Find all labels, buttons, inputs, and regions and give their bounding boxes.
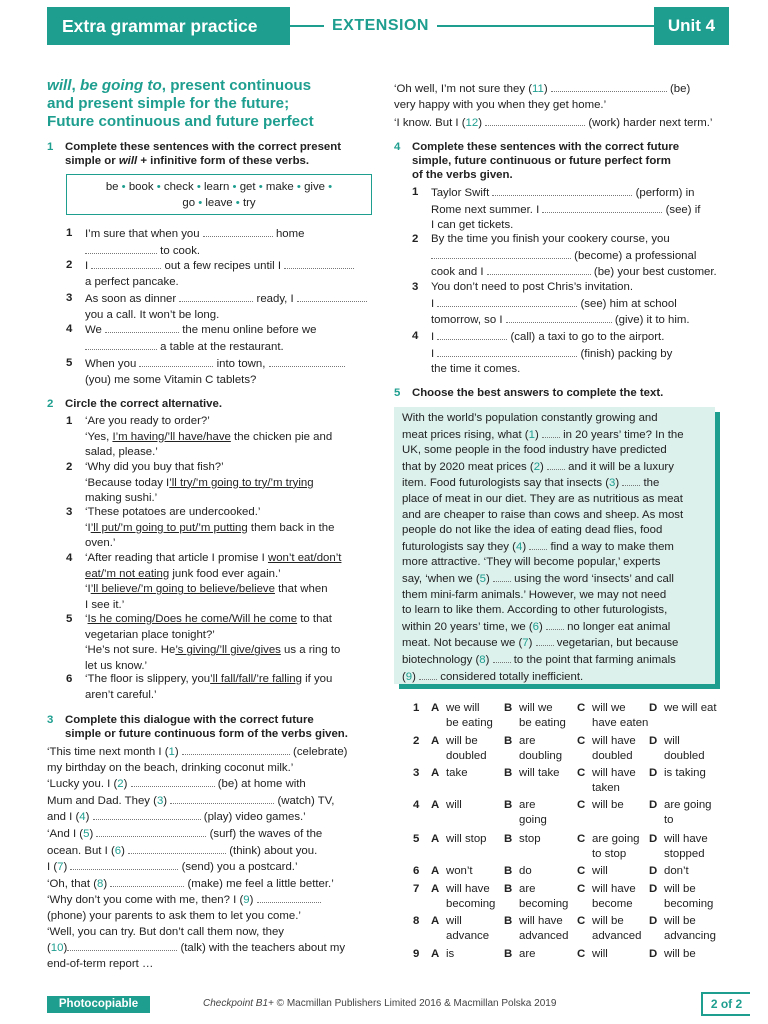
option-text: doubled <box>664 749 705 762</box>
option-text: are <box>519 735 536 747</box>
option-text: will take <box>519 767 560 779</box>
option-text: advanced <box>592 929 642 942</box>
alternatives[interactable]: Is he coming/Does he come/Will he come <box>87 613 298 625</box>
option-letter: D <box>649 865 658 877</box>
answer-option-d[interactable] <box>664 947 734 962</box>
option-text: are <box>519 948 536 960</box>
blank[interactable] <box>542 202 662 213</box>
dialogue-line: ‘This time next month I (1) (celebrate) <box>47 746 348 758</box>
alternatives[interactable]: ’ll believe/’m going to believe/believe <box>90 583 275 596</box>
option-text: will <box>664 735 680 747</box>
option-letter: D <box>649 702 658 714</box>
blank[interactable] <box>529 539 547 550</box>
blank[interactable] <box>91 258 161 269</box>
dialogue-line: my birthday on the beach, drinking coconut milk.’ <box>47 761 294 774</box>
option-text: becoming <box>664 897 714 910</box>
answer-option-d[interactable] <box>664 882 734 911</box>
option-letter: C <box>577 735 586 747</box>
option-text: advancing <box>664 929 716 942</box>
option-letter: A <box>431 865 440 877</box>
blank[interactable] <box>110 876 184 887</box>
option-text: will have <box>664 833 708 845</box>
option-text: are <box>519 883 536 895</box>
option-letter: B <box>504 799 513 811</box>
blank[interactable] <box>85 243 157 254</box>
option-letter: B <box>504 767 513 779</box>
option-text: will <box>446 915 462 927</box>
blank[interactable] <box>431 248 571 259</box>
dialogue-line: (phone) your parents to ask them to let you come.’ <box>47 909 301 922</box>
option-text: will stop <box>446 833 487 845</box>
answer-option-d[interactable] <box>664 701 734 716</box>
option-text: will have <box>519 915 563 927</box>
option-letter: C <box>577 702 586 714</box>
dialogue-line: I (7) (send) you a postcard.’ <box>47 861 298 874</box>
option-letter: D <box>649 948 658 960</box>
page-number: 2 of 2 <box>701 992 750 1016</box>
blank[interactable] <box>269 356 345 367</box>
blank[interactable] <box>139 356 213 367</box>
blank[interactable] <box>257 892 321 903</box>
option-text: stopped <box>664 847 705 860</box>
option-text: will be <box>664 915 696 927</box>
option-letter: D <box>649 915 658 927</box>
header-rule <box>290 25 324 27</box>
reading-text: With the world’s population constantly growing and meat prices rising, what (1) in 20 years’ time? In the UK, some people in the food industry have predicted that by 2020 meat prices (2) and it will be a luxury item. Food futurologists say that insects (3) the place of meat in our diet. They are as nutritious as meat and are cheaper to raise than cows and sheep. As most people do not like the idea of eating dead flies, food futurologists say they (4) find a way to make them more attractive. ‘They will become popular,’ experts say, ‘when we (5) using the word ‘insects’ and call them mini-farm animals.’ However, we may not need to learn to like them. According to other futurologists, within 20 years’ time, we (6) no longer eat animal meat. Not because we (7) vegetarian, but because biotechnology (8) to the point that farming animals (9) considered totally inefficient. <box>394 407 715 684</box>
blank[interactable] <box>179 291 253 302</box>
answer-number: 9 <box>413 948 420 960</box>
answer-option-d[interactable] <box>664 798 734 827</box>
option-letter: B <box>504 833 513 845</box>
blank[interactable] <box>437 296 577 307</box>
alternatives[interactable]: won’t eat/don’t <box>267 552 342 564</box>
option-letter: C <box>577 833 586 845</box>
alternatives[interactable]: ’ll put/’m going to put/’m putting <box>90 521 248 534</box>
blank[interactable] <box>437 346 577 357</box>
answer-number: 8 <box>413 915 420 927</box>
option-text: will have <box>446 883 490 895</box>
option-letter: C <box>577 865 586 877</box>
photocopiable-badge: Photocopiable <box>47 996 150 1013</box>
option-letter: A <box>431 948 440 960</box>
option-text: stop <box>519 833 541 845</box>
dialogue-line: (10) (talk) with the teachers about my <box>47 942 346 955</box>
blank[interactable] <box>203 226 273 237</box>
alternatives[interactable]: I’m having/’ll have/have <box>112 430 231 443</box>
dialogue-continued <box>394 81 729 132</box>
option-letter: B <box>504 865 513 877</box>
dialogue-line: and I (4) (play) video games.’ <box>47 811 306 824</box>
option-text: we will <box>446 702 480 714</box>
option-text: are going <box>592 833 640 845</box>
option-text: taken <box>592 781 620 794</box>
option-letter: B <box>504 948 513 960</box>
blank[interactable] <box>419 669 437 680</box>
blank[interactable] <box>506 312 612 323</box>
blank[interactable] <box>170 793 274 804</box>
option-text: don’t <box>664 865 689 877</box>
option-text: to stop <box>592 847 627 860</box>
option-letter: B <box>504 735 513 747</box>
dialogue-line: ocean. But I (6) (think) about you. <box>47 844 318 857</box>
option-text: doubling <box>519 749 563 762</box>
option-text: are <box>519 799 536 811</box>
option-text: becoming <box>519 897 569 910</box>
blank[interactable] <box>297 291 367 302</box>
option-text: will <box>592 948 608 960</box>
blank[interactable] <box>93 809 201 820</box>
option-text: will be <box>664 948 696 960</box>
dialogue-line: end-of-term report … <box>47 957 154 970</box>
option-letter: D <box>649 767 658 779</box>
answer-number: 3 <box>413 767 420 779</box>
answer-number: 4 <box>413 799 420 811</box>
answer-option-d[interactable] <box>664 864 734 879</box>
blank[interactable] <box>487 264 591 275</box>
option-text: will be <box>592 915 624 927</box>
page-title: will, be going to, present continuous and present simple for the future; Future continuous and future perfect <box>47 77 314 130</box>
blank[interactable] <box>85 339 157 350</box>
option-letter: A <box>431 767 440 779</box>
option-letter: A <box>431 799 440 811</box>
alternatives[interactable]: ’ll fall/fall/’re falling <box>210 673 302 685</box>
alternatives[interactable]: ’s giving/’ll give/gives <box>175 644 281 657</box>
dialogue-line: ‘Lucky you. I (2) (be) at home with <box>47 778 306 791</box>
blank[interactable] <box>492 185 632 196</box>
option-text: will be <box>664 883 696 895</box>
option-letter: A <box>431 915 440 927</box>
option-text: will we <box>519 702 553 714</box>
option-letter: B <box>504 915 513 927</box>
blank[interactable] <box>493 652 511 663</box>
header-rule <box>437 25 654 27</box>
dialogue-line: ‘Oh well, I’m not sure they (11) (be) <box>394 83 691 95</box>
option-text: will we <box>592 702 626 714</box>
option-text: will be <box>446 735 478 747</box>
option-letter: A <box>431 702 440 714</box>
option-letter: B <box>504 883 513 895</box>
option-letter: C <box>577 948 586 960</box>
copyright-credit: Checkpoint B1+ © Macmillan Publishers Limited 2016 & Macmillan Polska 2019 <box>203 998 557 1009</box>
dialogue-line: ‘And I (5) (surf) the waves of the <box>47 827 323 840</box>
blank[interactable] <box>622 475 640 486</box>
blank[interactable] <box>551 81 667 92</box>
option-letter: C <box>577 915 586 927</box>
option-text: won’t <box>446 865 473 877</box>
option-letter: C <box>577 799 586 811</box>
blank[interactable] <box>546 619 564 630</box>
header-unit: Unit 4 <box>654 7 729 45</box>
blank[interactable] <box>493 571 511 582</box>
option-letter: D <box>649 883 658 895</box>
blank[interactable] <box>131 776 215 787</box>
header-title: Extra grammar practice <box>47 7 290 45</box>
alternatives[interactable]: eat/’m not eating <box>85 567 170 580</box>
option-text: do <box>519 865 532 877</box>
blank[interactable] <box>96 826 206 837</box>
answer-number: 1 <box>413 702 420 714</box>
option-text: is taking <box>664 767 706 779</box>
dialogue-line: ‘Why don’t you come with me, then? I (9) <box>47 892 372 909</box>
option-text: have eaten <box>592 716 649 729</box>
blank[interactable] <box>536 635 554 646</box>
answer-number: 7 <box>413 883 420 895</box>
blank[interactable] <box>485 115 585 126</box>
blank[interactable] <box>128 843 226 854</box>
option-text: will <box>592 865 608 877</box>
alternatives[interactable]: ’ll try/’m going to try/’m trying <box>169 476 314 489</box>
option-text: going <box>519 813 547 826</box>
option-letter: A <box>431 883 440 895</box>
option-text: will have <box>592 883 636 895</box>
blank[interactable] <box>70 859 178 870</box>
option-text: will <box>446 799 462 811</box>
option-text: is <box>446 948 455 960</box>
answer-option-d[interactable] <box>664 832 734 861</box>
blank[interactable] <box>284 258 354 269</box>
dialogue-line: ‘Oh, that (8) (make) me feel a little better.’ <box>47 877 334 890</box>
header-section: EXTENSION <box>332 17 429 34</box>
option-letter: A <box>431 833 440 845</box>
dialogue-line: Mum and Dad. They (3) (watch) TV, <box>47 794 335 807</box>
dialogue-line: ‘I know. But I (12) (work) harder next term.’ <box>394 117 713 130</box>
option-text: are going <box>664 799 712 811</box>
option-text: doubled <box>446 749 487 762</box>
option-text: be eating <box>519 716 566 729</box>
option-text: we will eat <box>664 702 717 714</box>
option-text: becoming <box>446 897 496 910</box>
option-text: be eating <box>446 716 493 729</box>
blank[interactable] <box>547 459 565 470</box>
answer-number: 6 <box>413 865 420 877</box>
answer-option-d[interactable] <box>664 734 734 763</box>
answer-option-d[interactable] <box>664 766 734 781</box>
option-letter: C <box>577 767 586 779</box>
option-text: will be <box>592 799 624 811</box>
dialogue-line: very happy with you when they get home.’ <box>394 98 607 111</box>
blank[interactable] <box>437 329 507 340</box>
blank[interactable] <box>67 940 177 951</box>
word-box: be • book • check • learn • get • make • give • go • leave • try <box>66 174 372 215</box>
blank[interactable] <box>105 322 179 333</box>
option-letter: B <box>504 702 513 714</box>
option-letter: D <box>649 833 658 845</box>
blank[interactable] <box>542 427 560 438</box>
option-letter: D <box>649 735 658 747</box>
dialogue <box>47 744 372 972</box>
dialogue-line: ‘Well, you can try. But don’t call them now, they <box>47 925 284 938</box>
option-text: will have <box>592 767 636 779</box>
option-text: take <box>446 767 468 779</box>
answer-number: 2 <box>413 735 420 747</box>
option-text: will have <box>592 735 636 747</box>
option-letter: C <box>577 883 586 895</box>
option-text: doubled <box>592 749 633 762</box>
option-letter: D <box>649 799 658 811</box>
option-text: advanced <box>519 929 569 942</box>
option-letter: A <box>431 735 440 747</box>
option-text: advance <box>446 929 490 942</box>
answer-number: 5 <box>413 833 420 845</box>
blank[interactable] <box>182 744 290 755</box>
option-text: become <box>592 897 633 910</box>
answer-option-d[interactable] <box>664 914 734 943</box>
option-text: to <box>664 813 674 826</box>
